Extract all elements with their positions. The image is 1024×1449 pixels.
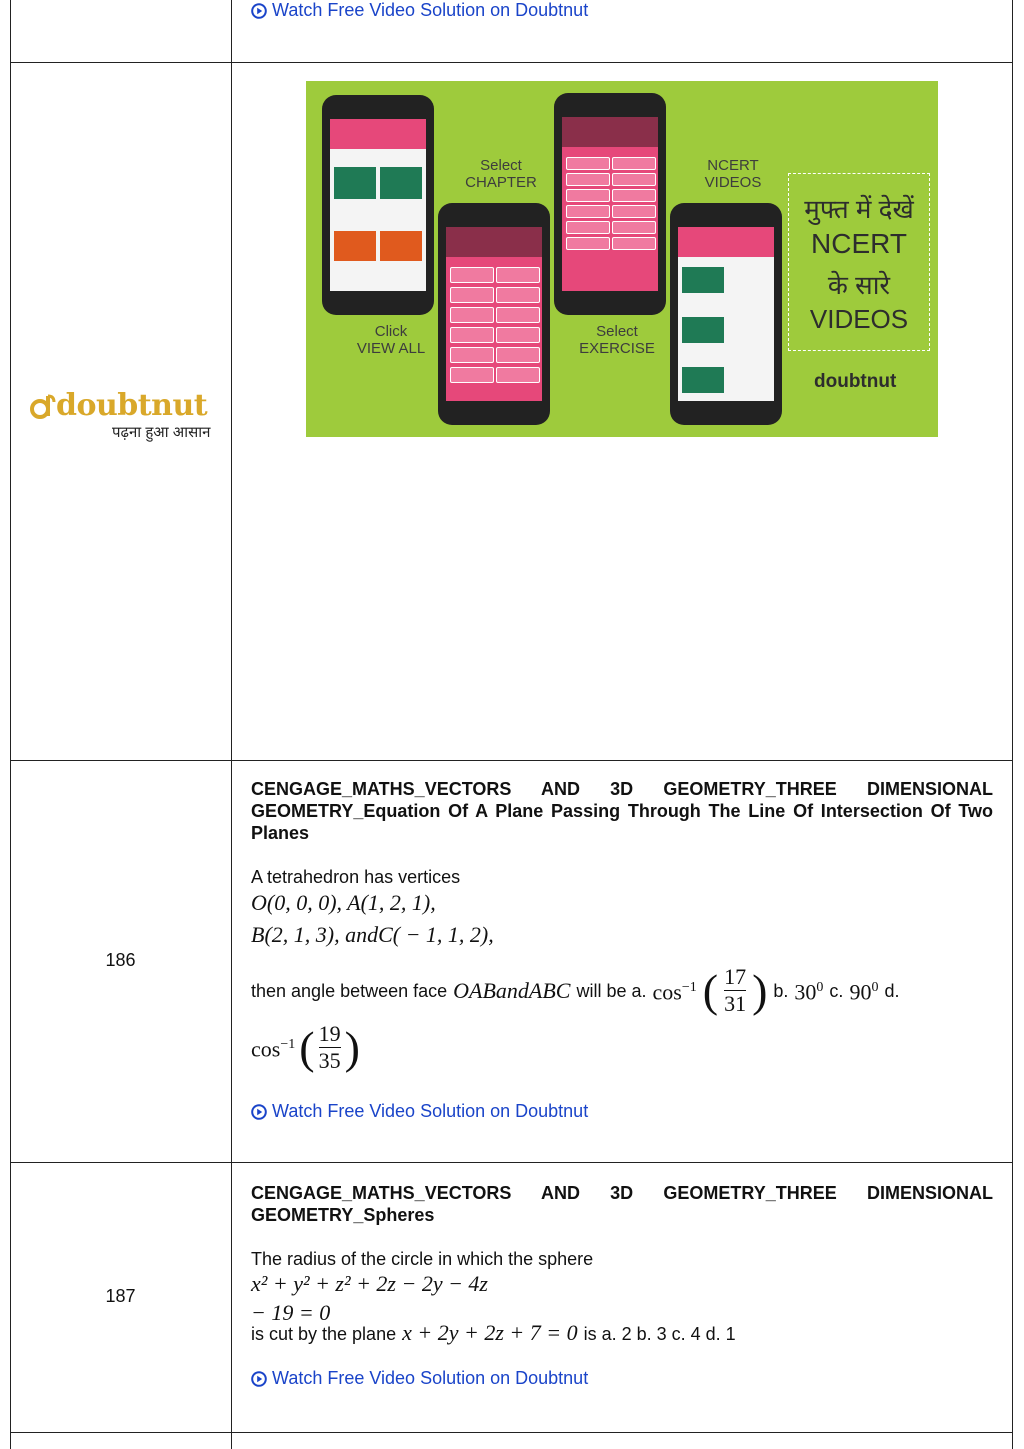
label-line: NCERT [707, 157, 759, 174]
paren-open: ( [299, 1021, 315, 1073]
question-stem [251, 1322, 993, 1345]
option-d: $\cos^{-1}$ ( $\frac{19}{35}$ ) [251, 1021, 360, 1073]
row-divider [10, 1162, 1013, 1163]
question-intro: The radius of the circle in which the sphere [251, 1249, 594, 1269]
logo-wordmark: doubtnut [56, 388, 208, 423]
hindi-line-1: मुफ्त में देखें [804, 194, 914, 224]
label-line: Select [480, 157, 522, 174]
option-c-label: c. [829, 980, 844, 1001]
question-186-content [251, 778, 993, 1074]
exercise-grid [562, 147, 658, 291]
play-circle-icon [251, 1371, 267, 1387]
option-d-label: d. [884, 980, 900, 1001]
doubtnut-logo [30, 388, 230, 448]
option-c: $90^0$ [849, 979, 879, 1005]
watch-video-link[interactable] [251, 0, 588, 21]
stem-text: is cut by the plane [251, 1324, 397, 1344]
logo-tagline: पढ़ना हुआ आसान [112, 424, 211, 441]
table-border-right [1012, 0, 1013, 1449]
label-select-exercise [562, 323, 672, 357]
math-faces: OABandABC [453, 977, 571, 1003]
math-sphere-2: − 19 = 0 [251, 1300, 331, 1325]
math-sphere-1: x² + y² + z² + 2z − 2y − 4z [251, 1271, 488, 1296]
paren-close: ) [344, 1021, 360, 1073]
watch-video-link[interactable] [251, 1101, 588, 1122]
label-click-view-all [336, 323, 446, 357]
math-vertices-1: O(0, 0, 0), A(1, 2, 1), [251, 890, 436, 915]
option-d-fraction: $\frac{19}{35}$ [318, 1021, 341, 1073]
hindi-line-4: VIDEOS [809, 304, 909, 334]
row-divider [10, 760, 1013, 761]
play-circle-icon [251, 1104, 267, 1120]
row-divider [10, 1432, 1013, 1433]
hindi-promo-box [788, 173, 930, 351]
video-card [682, 267, 724, 293]
watch-video-label: Watch Free Video Solution on Doubtnut [272, 1368, 589, 1388]
options-text: is a. 2 b. 3 c. 4 d. 1 [583, 1324, 736, 1344]
question-number: 186 [105, 950, 136, 970]
table-border-left [10, 0, 11, 1449]
label-line: Select [596, 323, 638, 340]
option-b-label: b. [773, 980, 789, 1001]
screen-header [562, 117, 658, 147]
watch-video-label: Watch Free Video Solution on Doubtnut [272, 0, 589, 20]
label-line: VIDEOS [704, 174, 762, 191]
question-number: 187 [105, 1286, 136, 1306]
ncert-card [334, 167, 376, 199]
label-line: Click [374, 323, 408, 340]
question-stem [251, 964, 993, 1017]
video-card [682, 367, 724, 393]
screen-header [678, 227, 774, 257]
row-divider [10, 62, 1013, 63]
question-table [10, 0, 1013, 1449]
tips-card [334, 231, 376, 261]
stem-text: then angle between face [251, 980, 448, 1001]
option-b: $30^0$ [794, 979, 824, 1005]
doubtnut-logo-icon [30, 392, 56, 420]
math-vertices-2: B(2, 1, 3), andC( − 1, 1, 2), [251, 922, 494, 947]
watch-video-link[interactable] [251, 1368, 588, 1389]
banner-brand: doubtnut [814, 371, 897, 392]
stem-text: will be a. [576, 980, 647, 1001]
label-select-chapter [446, 157, 556, 191]
option-a: $\cos^{-1}$ [652, 979, 697, 1005]
question-title: CENGAGE_MATHS_VECTORS AND 3D GEOMETRY_THREE DIMENSIONAL GEOMETRY_Equation Of A Plane Passing Through The Line Of Intersection Of Two Planes [251, 779, 993, 843]
label-line: VIEW ALL [356, 340, 426, 357]
watch-video-label: Watch Free Video Solution on Doubtnut [272, 1101, 589, 1121]
phone-library [322, 95, 434, 315]
question-187-content [251, 1182, 993, 1345]
option-a-fraction: $\frac{17}{31}$ [724, 964, 747, 1016]
label-line: CHAPTER [465, 174, 537, 191]
promo-banner [306, 81, 938, 437]
ncert-card [380, 167, 422, 199]
phone-videos [670, 203, 782, 425]
tips-card [380, 231, 422, 261]
question-intro: A tetrahedron has vertices [251, 867, 461, 887]
screen-header [446, 227, 542, 257]
phone-exercise [554, 93, 666, 315]
hindi-line-3: के सारे [827, 270, 891, 300]
label-ncert-videos [678, 157, 788, 191]
play-circle-icon [251, 3, 267, 19]
label-line: EXERCISE [579, 340, 655, 357]
paren-close: ) [752, 964, 768, 1016]
video-card [682, 317, 724, 343]
question-title: CENGAGE_MATHS_VECTORS AND 3D GEOMETRY_THREE DIMENSIONAL GEOMETRY_Spheres [251, 1183, 993, 1225]
screen-header [330, 119, 426, 149]
chapter-grid [446, 257, 542, 401]
hindi-line-2: NCERT [811, 228, 907, 259]
phone-chapter [438, 203, 550, 425]
table-column-divider [231, 0, 232, 1449]
paren-open: ( [702, 964, 719, 1016]
math-plane: x + 2y + 2z + 7 = 0 [402, 1320, 578, 1345]
